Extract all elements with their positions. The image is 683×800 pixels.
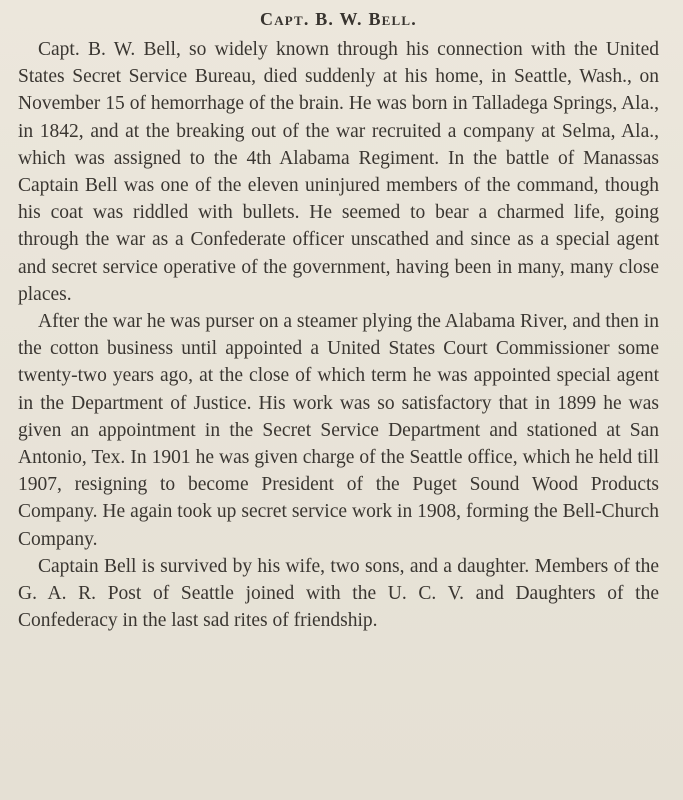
article-title: Capt. B. W. Bell. <box>260 9 417 29</box>
paragraph-career: After the war he was purser on a steamer plying the Alabama River, and then in the cotton business until appointed a United States Court Commissioner some twenty-two years ago, at the close of which term he was appointed special agent in the Department of Justice. His work was so satisfactory that in 1899 he was given an appointment in the Secret Service Department and stationed at San Antonio, Tex. In 1901 he was given charge of the Seattle office, which he held till 1907, resigning to become President of the Puget Sound Wood Products Company. He again took up secret service work in 1908, forming the Bell-Church Company. <box>18 311 659 550</box>
paragraph-obituary-intro: Capt. B. W. Bell, so widely known through his connection with the United States Secret Service Bureau, died suddenly at his home, in Seattle, Wash., on November 15 of hemorrhage of the brain. He was born in Talladega Springs, Ala., in 1842, and at the breaking out of the war recruited a company at Selma, Ala., which was assigned to the 4th Alabama Regiment. In the battle of Manassas Captain Bell was one of the eleven uninjured members of the command, though his coat was riddled with bullets. He seemed to bear a charmed life, going through the war as a Confederate officer unscathed and since as a special agent and secret service operative of the government, having been in many, many close places. <box>18 39 659 305</box>
paragraph-survivors: Captain Bell is survived by his wife, two sons, and a daughter. Members of the G. A. R. Post of Seattle joined with the U. C. V. and Daughters of the Confederacy in the last sad rites of friendship. <box>18 555 659 632</box>
